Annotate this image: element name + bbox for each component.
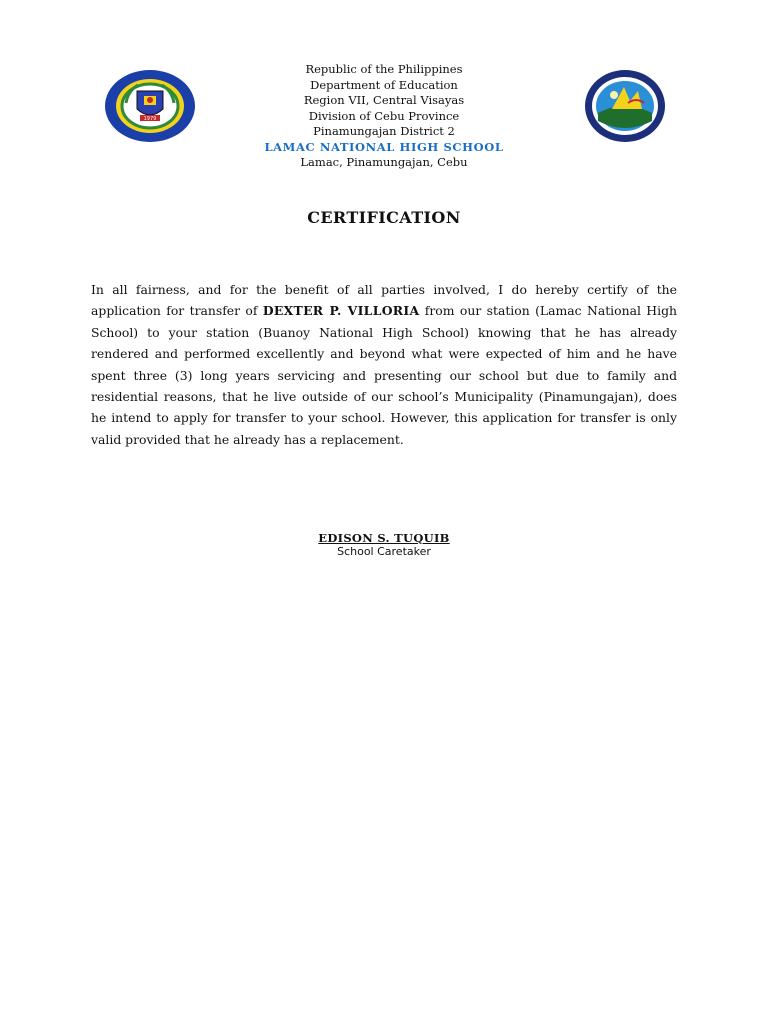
school-address: Lamac, Pinamungajan, Cebu — [300, 155, 468, 169]
header-country: Republic of the Philippines — [305, 62, 463, 76]
signature-block — [0, 531, 768, 559]
header-department: Department of Education — [310, 77, 458, 92]
header-region: Region VII, Central Visayas — [303, 93, 465, 107]
division-seal-icon — [584, 69, 666, 143]
document-title: CERTIFICATION — [307, 208, 461, 227]
header-district: Pinamungajan District 2 — [313, 124, 455, 138]
signatory-title: School Caretaker — [337, 545, 431, 558]
applicant-name: DEXTER P. VILLORIA — [262, 303, 420, 319]
body-text-rest: from our station (Lamac National High School) to your station (Buanoy National High School) knowing that he has already rendered and performed excellently and beyond what were expected of him and he have spent three (3) long years servicing and presenting our school but due to family and residential reasons, that he live outside of our school’s Municipality (Pinamungajan), does he intend to apply for transfer to your school. However, this application for transfer is only valid provided that he already has a replacement. — [91, 303, 677, 447]
certification-body — [91, 279, 677, 450]
signatory-name: EDISON S. TUQUIB — [318, 531, 450, 545]
header-division: Division of Cebu Province — [308, 108, 460, 123]
school-name: LAMAC NATIONAL HIGH SCHOOL — [264, 139, 504, 154]
body-text-intro: In all fairness, and for the benefit of all parties involved, I do hereby certify of the application for transfer of — [91, 282, 677, 319]
svg-text:1979: 1979 — [143, 116, 157, 122]
